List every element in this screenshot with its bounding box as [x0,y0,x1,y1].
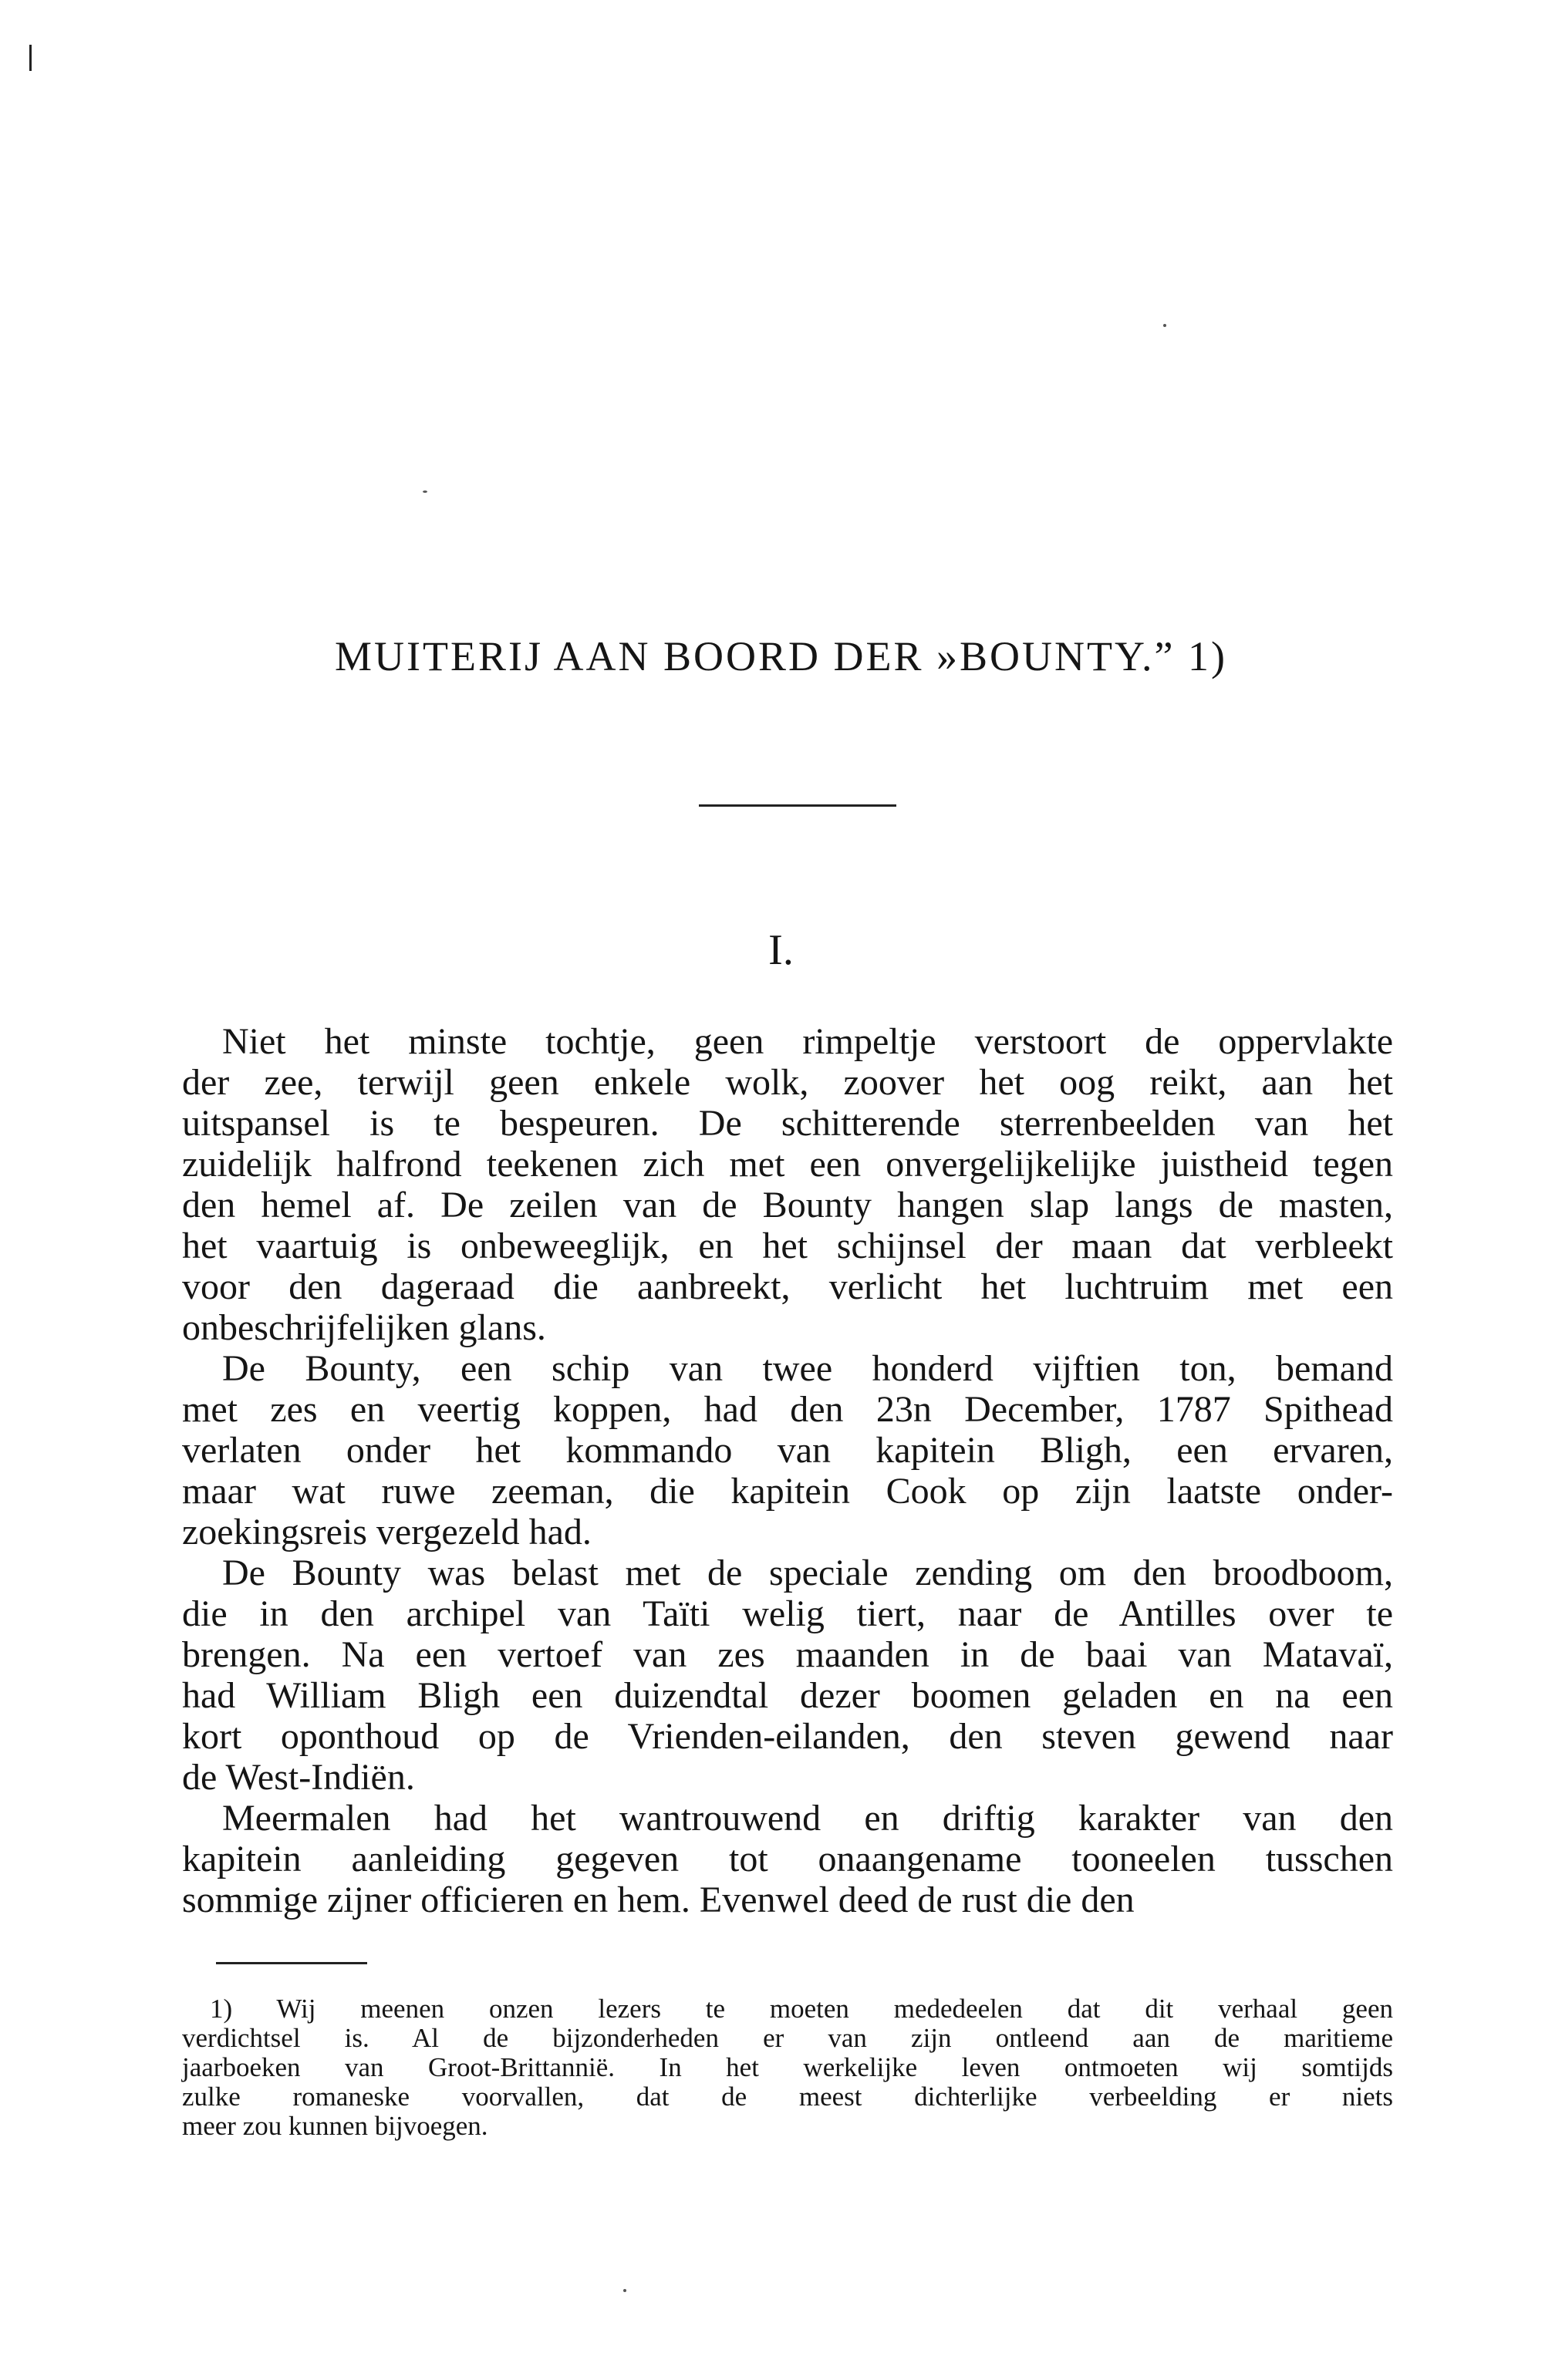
page-edge-mark [29,45,32,71]
text-line: brengen. Na een vertoef van zes maanden in de baai van Matavaï, [182,1634,1393,1675]
text-line: verlaten onder het kommando van kapitein Bligh, een ervaren, [182,1430,1393,1471]
footnote-line: 1) Wij meenen onzen lezers te moeten mededeelen dat dit verhaal geen [210,1994,1393,2024]
footnote-line: meer zou kunnen bijvoegen. [182,2111,488,2141]
text-line: met zes en veertig koppen, had den 23n December, 1787 Spithead [182,1389,1393,1430]
text-line: kort oponthoud op de Vrienden-eilanden, den steven gewend naar [182,1716,1393,1757]
paragraph [182,1798,1393,1920]
paper-speck [1163,324,1166,327]
footnote-line: zulke romaneske voorvallen, dat de meest dichterlijke verbeelding er niets [182,2082,1393,2112]
paragraph [182,1021,1393,1348]
footnote-line: jaarboeken van Groot-Brittannië. In het werkelijke leven ontmoeten wij somtijds [182,2052,1393,2082]
text-line: uitspansel is te bespeuren. De schitterende sterrenbeelden van het [182,1103,1393,1144]
paper-speck [423,490,427,493]
text-line: De Bounty, een schip van twee honderd vijftien ton, bemand [222,1348,1393,1389]
text-line: Meermalen had het wantrouwend en driftig karakter van den [222,1798,1393,1839]
text-line: die in den archipel van Taïti welig tiert, naar de Antilles over te [182,1593,1393,1634]
text-line: sommige zijner officieren en hem. Evenwel deed de rust die den [182,1879,1135,1920]
text-line: zuidelijk halfrond teekenen zich met een onvergelijkelijke juistheid tegen [182,1144,1393,1185]
text-line: voor den dageraad die aanbreekt, verlicht het luchtruim met een [182,1266,1393,1307]
text-line: zoekingsreis vergezeld had. [182,1512,592,1552]
text-line: kapitein aanleiding gegeven tot onaangename tooneelen tusschen [182,1839,1393,1879]
text-line: had William Bligh een duizendtal dezer boomen geladen en na een [182,1675,1393,1716]
footnote-divider [216,1962,367,1964]
text-line: de West-Indiën. [182,1757,415,1798]
body-text [182,1021,1393,1920]
text-line: Niet het minste tochtje, geen rimpeltje verstoort de oppervlakte [222,1021,1393,1062]
text-line: maar wat ruwe zeeman, die kapitein Cook op zijn laatste onder- [182,1471,1393,1512]
footnote [182,1994,1393,2141]
text-line: onbeschrijfelijken glans. [182,1307,546,1348]
text-line: De Bounty was belast met de speciale zending om den broodboom, [222,1552,1393,1593]
footnote-line: verdichtsel is. Al de bijzonderheden er van zijn ontleend aan de maritieme [182,2023,1393,2053]
paragraph [182,1552,1393,1798]
title-divider [699,804,896,807]
chapter-number: I. [768,926,794,974]
text-line: den hemel af. De zeilen van de Bounty hangen slap langs de masten, [182,1185,1393,1225]
page-title: MUITERIJ AAN BOORD DER »BOUNTY.” 1) [335,633,1227,679]
paragraph [182,1348,1393,1552]
paper-speck [623,2289,626,2292]
text-line: het vaartuig is onbeweeglijk, en het schijnsel der maan dat verbleekt [182,1225,1393,1266]
text-line: der zee, terwijl geen enkele wolk, zoover het oog reikt, aan het [182,1062,1393,1103]
